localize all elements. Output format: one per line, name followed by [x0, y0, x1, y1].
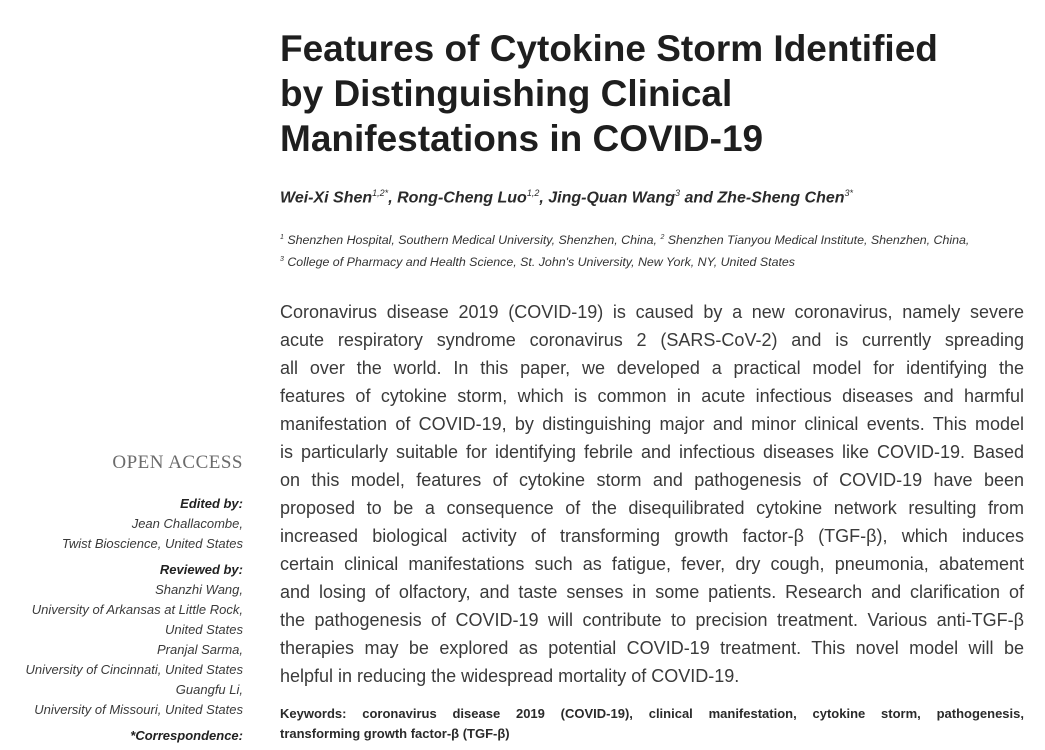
- reviewed-by-label: Reviewed by:: [159, 562, 243, 577]
- reviewer-line: United States: [164, 622, 243, 637]
- affiliation-text: Shenzhen Hospital, Southern Medical University, Shenzhen, China,: [283, 233, 661, 248]
- editor-line: Jean Challacombe,: [131, 516, 243, 531]
- reviewer-line: Guangfu Li,: [175, 682, 243, 697]
- affiliation-mark: 2: [660, 234, 665, 241]
- author-separator: and: [680, 189, 718, 207]
- title-line: Manifestations in COVID-19: [280, 118, 764, 159]
- abstract-line: on this model, features of cytokine storm and pathogenesis of COVID-19 have been: [280, 470, 1024, 490]
- reviewer-line: University of Arkansas at Little Rock,: [31, 602, 243, 617]
- author-name: Jing-Quan Wang: [548, 189, 676, 207]
- reviewer-line: University of Missouri, United States: [34, 702, 243, 717]
- correspondence-label: *Correspondence:: [130, 728, 243, 743]
- title-line: by Distinguishing Clinical: [280, 73, 733, 114]
- abstract-line: the pathogenesis of COVID-19 will contribute to precision treatment. Various anti-TGF-β: [280, 610, 1024, 630]
- affiliation-mark: 1: [280, 234, 284, 241]
- title-line: Features of Cytokine Storm Identified: [280, 28, 938, 69]
- abstract-line: proposed to be a consequence of the disequilibrated cytokine network resulting from: [280, 498, 1024, 518]
- author-name: Rong-Cheng Luo: [397, 189, 527, 207]
- abstract-line: features of cytokine storm, which is common in acute infectious diseases and harmful: [280, 386, 1024, 406]
- abstract-line: all over the world. In this paper, we developed a practical model for identifying the: [280, 358, 1024, 378]
- abstract-line: and losing of olfactory, and taste senses in some patients. Research and clarification of: [280, 582, 1024, 602]
- affiliation-line: [280, 250, 1040, 272]
- author-affiliation-mark: 3: [675, 188, 681, 198]
- author-affiliation-mark: 1,2*: [372, 188, 389, 198]
- abstract: [280, 298, 1024, 690]
- keywords-line: transforming growth factor-β (TGF-β): [280, 726, 510, 741]
- open-access-label: OPEN ACCESS: [112, 452, 243, 473]
- article-sidebar: [3, 450, 243, 746]
- affiliations: [280, 228, 1040, 272]
- affiliation-line: [280, 228, 1040, 250]
- abstract-line: therapies may be explored as potential COVID-19 treatment. This novel model will be: [280, 638, 1024, 658]
- editor-line: Twist Bioscience, United States: [61, 536, 243, 551]
- abstract-line: increased biological activity of transforming growth factor-β (TGF-β), which induces: [280, 526, 1024, 546]
- abstract-line: Coronavirus disease 2019 (COVID-19) is caused by a new coronavirus, namely severe: [280, 302, 1024, 322]
- abstract-line: is particularly suitable for identifying febrile and infectious diseases like COVID-19. Based: [280, 442, 1024, 462]
- author-separator: ,: [539, 189, 549, 207]
- article-title: [280, 26, 1040, 161]
- affiliation-text: Shenzhen Tianyou Medical Institute, Shenzhen, China,: [664, 233, 970, 248]
- abstract-line: manifestation of COVID-19, by distinguishing major and minor clinical events. This model: [280, 414, 1024, 434]
- author-affiliation-mark: 3*: [844, 188, 854, 198]
- abstract-line: acute respiratory syndrome coronavirus 2 (SARS-CoV-2) and is currently spreading: [280, 330, 1024, 350]
- author-affiliation-mark: 1,2: [526, 188, 540, 198]
- abstract-line: certain clinical manifestations such as fatigue, fever, dry cough, pneumonia, abatement: [280, 554, 1024, 574]
- author-separator: ,: [388, 189, 398, 207]
- reviewer-line: University of Cincinnati, United States: [25, 662, 243, 677]
- keywords-line: Keywords: coronavirus disease 2019 (COVID-19), clinical manifestation, cytokine storm, pathogenesis,: [280, 706, 1024, 721]
- edited-by-label: Edited by:: [180, 496, 243, 511]
- affiliation-mark: 3: [280, 256, 284, 264]
- reviewer-line: Shanzhi Wang,: [155, 582, 243, 597]
- keywords: [280, 704, 1024, 744]
- author-name: Zhe-Sheng Chen: [717, 189, 845, 207]
- author-list: [280, 188, 853, 207]
- reviewer-line: Pranjal Sarma,: [157, 642, 243, 657]
- abstract-line: helpful in reducing the widespread mortality of COVID-19.: [280, 666, 740, 686]
- author-name: Wei-Xi Shen: [280, 189, 373, 207]
- affiliation-text: College of Pharmacy and Health Science, St. John's University, New York, NY, United States: [283, 255, 795, 270]
